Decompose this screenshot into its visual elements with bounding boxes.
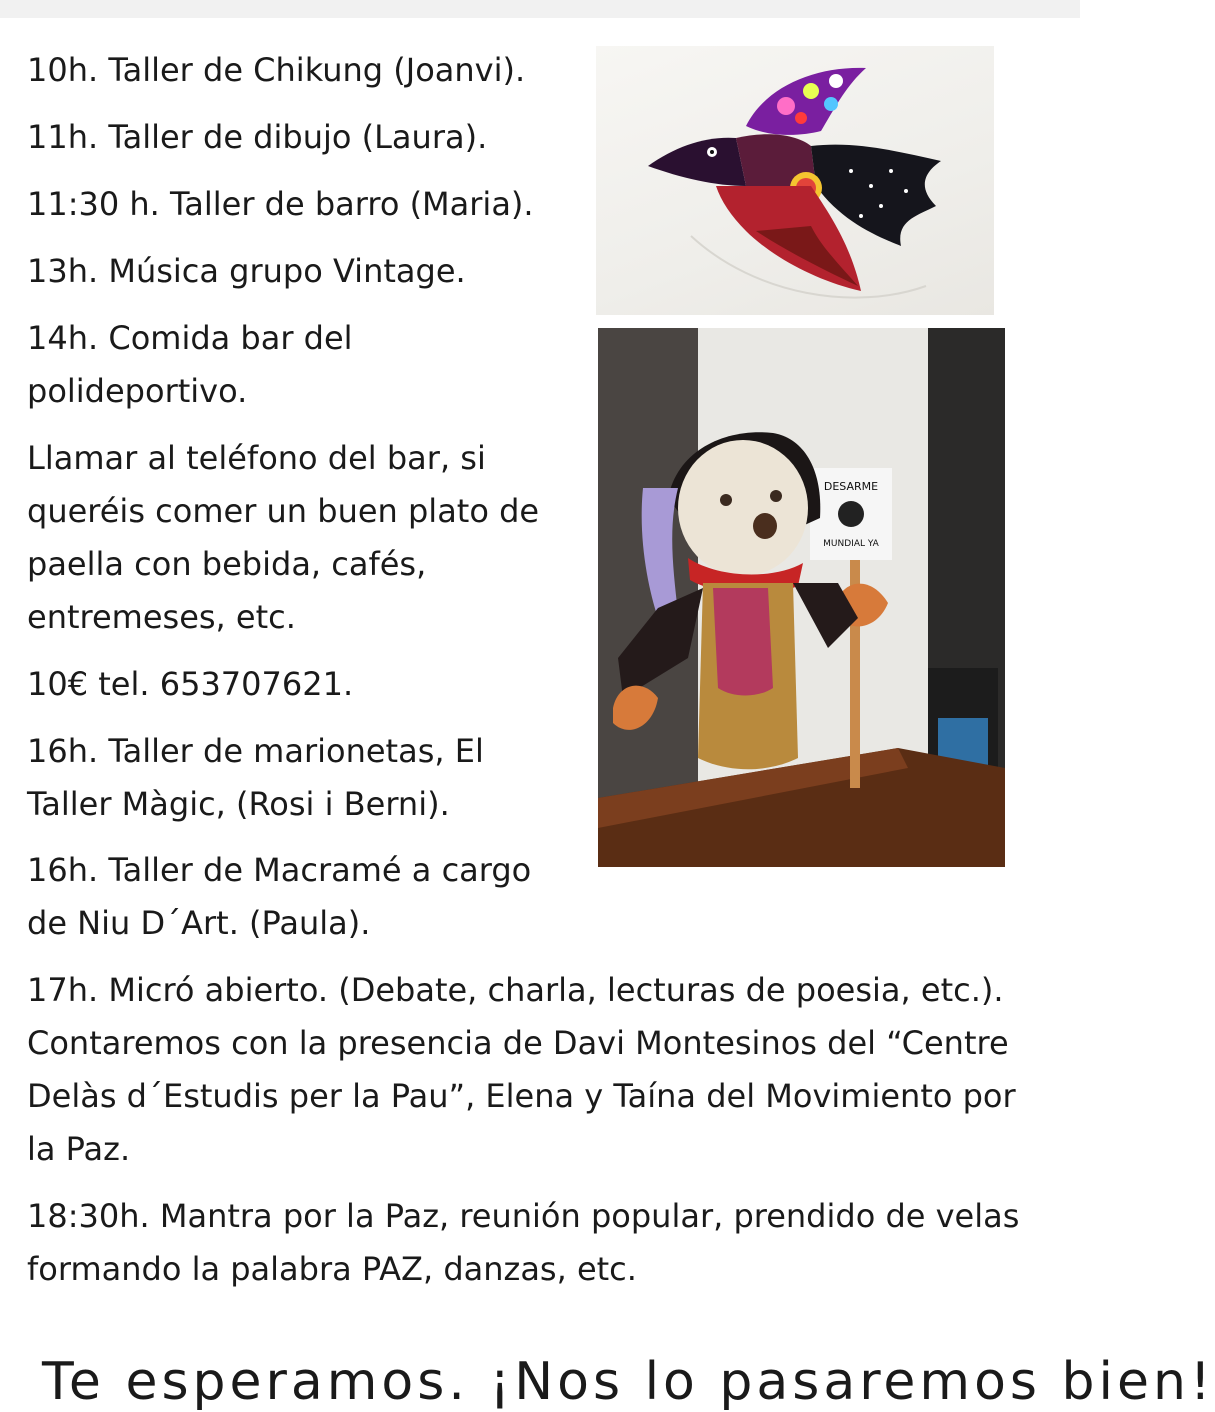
schedule-line-barro: 11:30 h. Taller de barro (Maria). bbox=[27, 185, 534, 223]
bird-patchwork-image bbox=[596, 46, 994, 315]
schedule-line-micro-cont2: Delàs d´Estudis per la Pau”, Elena y Taína del Movimiento por bbox=[27, 1077, 1016, 1115]
sign-text-bottom: MUNDIAL YA bbox=[823, 539, 879, 549]
schedule-line-mantra: 18:30h. Mantra por la Paz, reunión popular, prendido de velas bbox=[27, 1197, 1020, 1235]
schedule-line-macrame: 16h. Taller de Macramé a cargo bbox=[27, 851, 532, 889]
schedule-line-macrame-cont: de Niu D´Art. (Paula). bbox=[27, 904, 371, 942]
schedule-line-marionetas-cont: Taller Màgic, (Rosi i Berni). bbox=[27, 785, 450, 823]
info-line-precio-telefono: 10€ tel. 653707621. bbox=[27, 665, 354, 703]
schedule-line-micro-cont1: Contaremos con la presencia de Davi Montesinos del “Centre bbox=[27, 1024, 1009, 1062]
info-line-llamar: Llamar al teléfono del bar, si bbox=[27, 439, 486, 477]
schedule-line-dibujo: 11h. Taller de dibujo (Laura). bbox=[27, 118, 488, 156]
schedule-line-comida-cont: polideportivo. bbox=[27, 372, 248, 410]
schedule-line-comida: 14h. Comida bar del bbox=[27, 319, 353, 357]
info-line-paella: paella con bebida, cafés, bbox=[27, 545, 427, 583]
puppet-illustration bbox=[598, 328, 1005, 867]
puppet-image bbox=[598, 328, 1005, 867]
info-line-entremeses: entremeses, etc. bbox=[27, 598, 296, 636]
sign-text-top: DESARME bbox=[823, 480, 879, 493]
top-bar bbox=[0, 0, 1080, 18]
schedule-line-mantra-cont: formando la palabra PAZ, danzas, etc. bbox=[27, 1250, 637, 1288]
schedule-line-chikung: 10h. Taller de Chikung (Joanvi). bbox=[27, 51, 526, 89]
schedule-line-musica: 13h. Música grupo Vintage. bbox=[27, 252, 466, 290]
bird-illustration bbox=[596, 46, 994, 315]
schedule-line-marionetas: 16h. Taller de marionetas, El bbox=[27, 732, 484, 770]
info-line-plato: queréis comer un buen plato de bbox=[27, 492, 540, 530]
closing-message: Te esperamos. ¡Nos lo pasaremos bien! bbox=[42, 1352, 1215, 1412]
schedule-line-micro-cont3: la Paz. bbox=[27, 1130, 131, 1168]
schedule-line-micro: 17h. Micró abierto. (Debate, charla, lecturas de poesia, etc.). bbox=[27, 971, 1004, 1009]
